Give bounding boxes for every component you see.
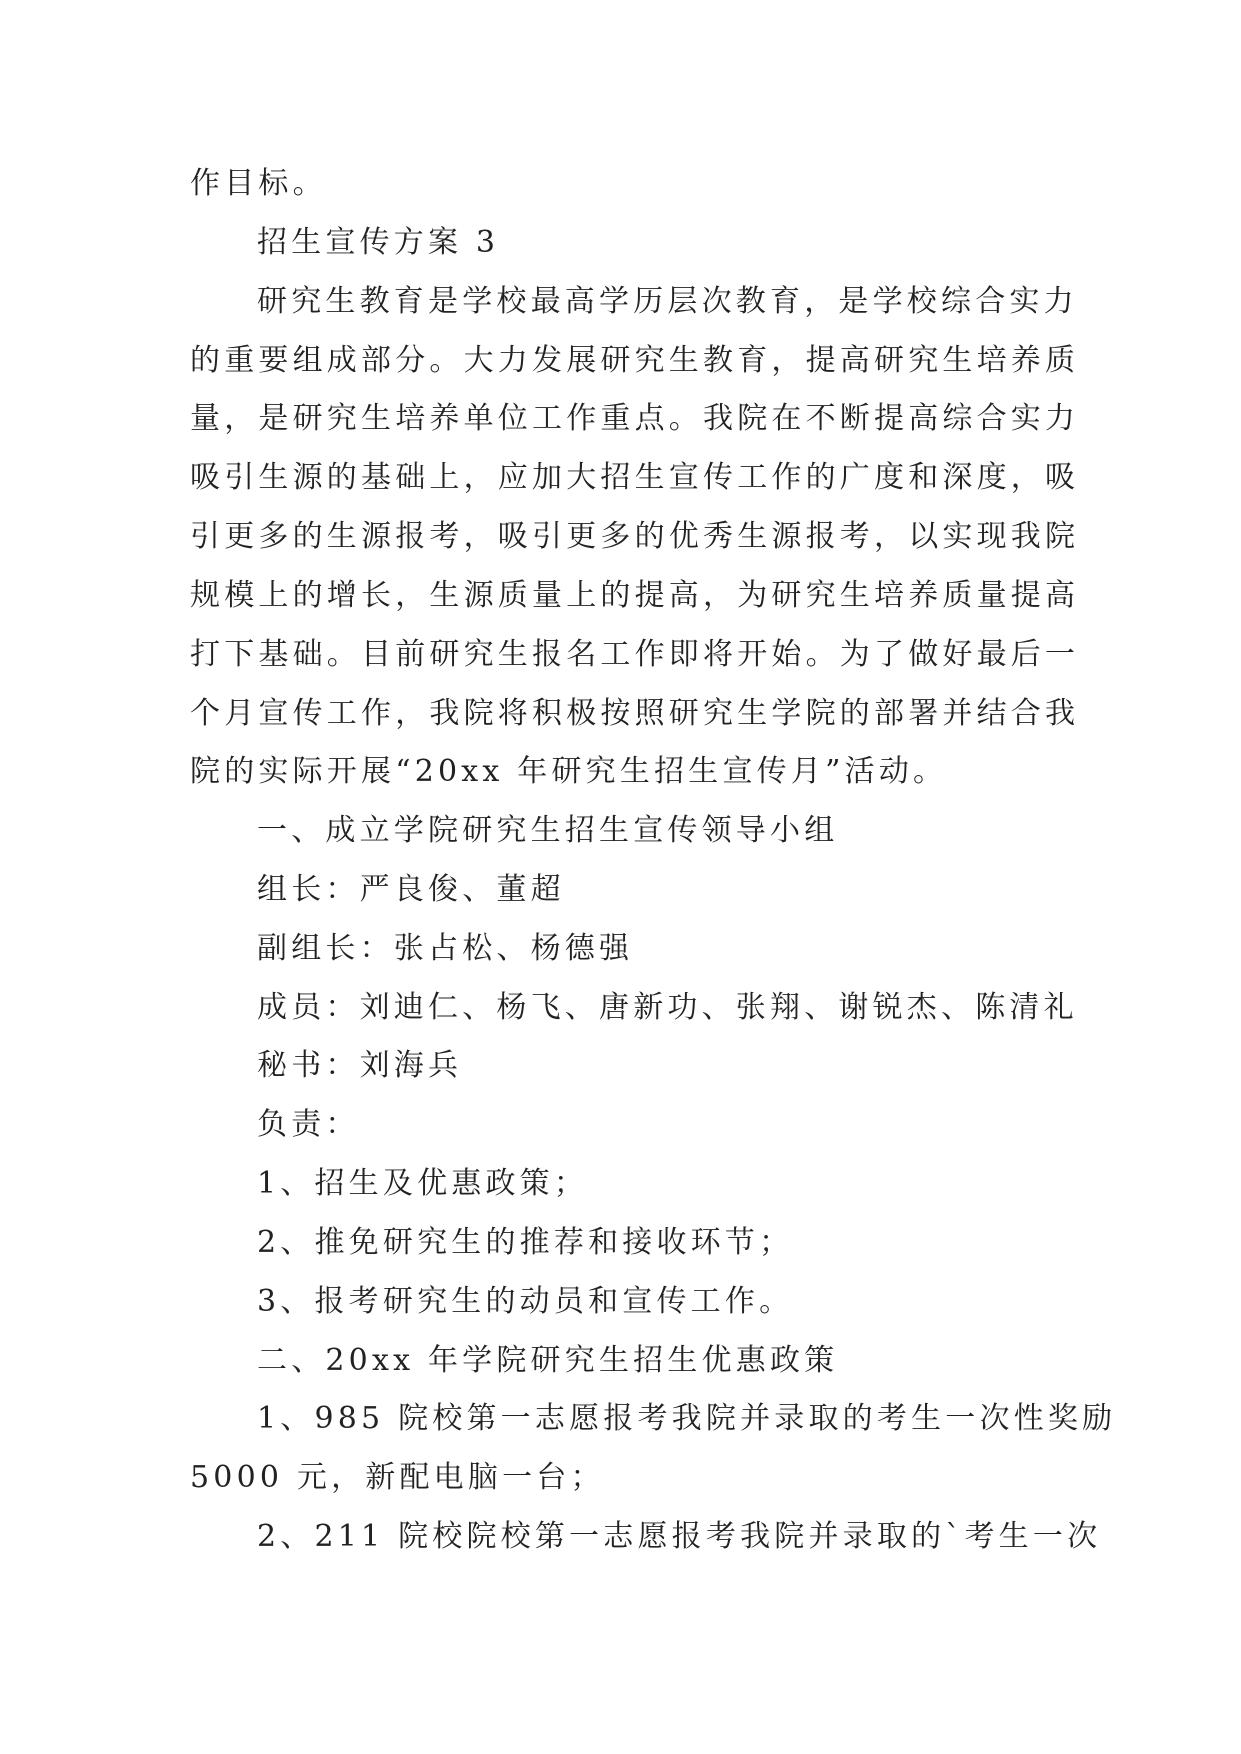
text-line: 规模上的增长，生源质量上的提高，为研究生培养质量提高 (190, 578, 1080, 613)
text-line: 秘书：刘海兵 (257, 1048, 463, 1083)
text-line: 负责： (257, 1107, 360, 1142)
text-line: 作目标。 (190, 166, 327, 201)
list-item: 1、招生及优惠政策； (257, 1166, 589, 1201)
text-line: 的重要组成部分。大力发展研究生教育，提高研究生培养质 (190, 343, 1080, 378)
list-item: 1、985 院校第一志愿报考我院并录取的考生一次性奖励 (257, 1401, 1117, 1436)
text-line: 组长：严良俊、董超 (257, 872, 565, 907)
text-line: 吸引生源的基础上，应加大招生宣传工作的广度和深度，吸 (190, 460, 1080, 495)
list-item: 2、211 院校院校第一志愿报考我院并录取的`考生一次 (257, 1519, 1102, 1554)
list-item: 3、报考研究生的动员和宣传工作。 (257, 1284, 794, 1319)
text-line: 打下基础。目前研究生报名工作即将开始。为了做好最后一 (190, 637, 1080, 672)
section-heading: 二、20xx 年学院研究生招生优惠政策 (257, 1343, 839, 1378)
text-line: 个月宣传工作，我院将积极按照研究生学院的部署并结合我 (190, 696, 1080, 731)
text-line: 成员：刘迪仁、杨飞、唐新功、张翔、谢锐杰、陈清礼 (257, 990, 1078, 1025)
text-line: 5000 元，新配电脑一台； (190, 1460, 605, 1495)
text-line: 量，是研究生培养单位工作重点。我院在不断提高综合实力 (190, 401, 1080, 436)
text-line: 院的实际开展“20xx 年研究生招生宣传月”活动。 (190, 754, 948, 789)
list-item: 2、推免研究生的推荐和接收环节； (257, 1225, 794, 1260)
section-title: 招生宣传方案 3 (257, 225, 500, 260)
section-heading: 一、成立学院研究生招生宣传领导小组 (257, 813, 839, 848)
text-line: 副组长：张占松、杨德强 (257, 931, 634, 966)
text-line: 引更多的生源报考，吸引更多的优秀生源报考，以实现我院 (190, 519, 1080, 554)
text-line: 研究生教育是学校最高学历层次教育，是学校综合实力 (257, 284, 1078, 319)
